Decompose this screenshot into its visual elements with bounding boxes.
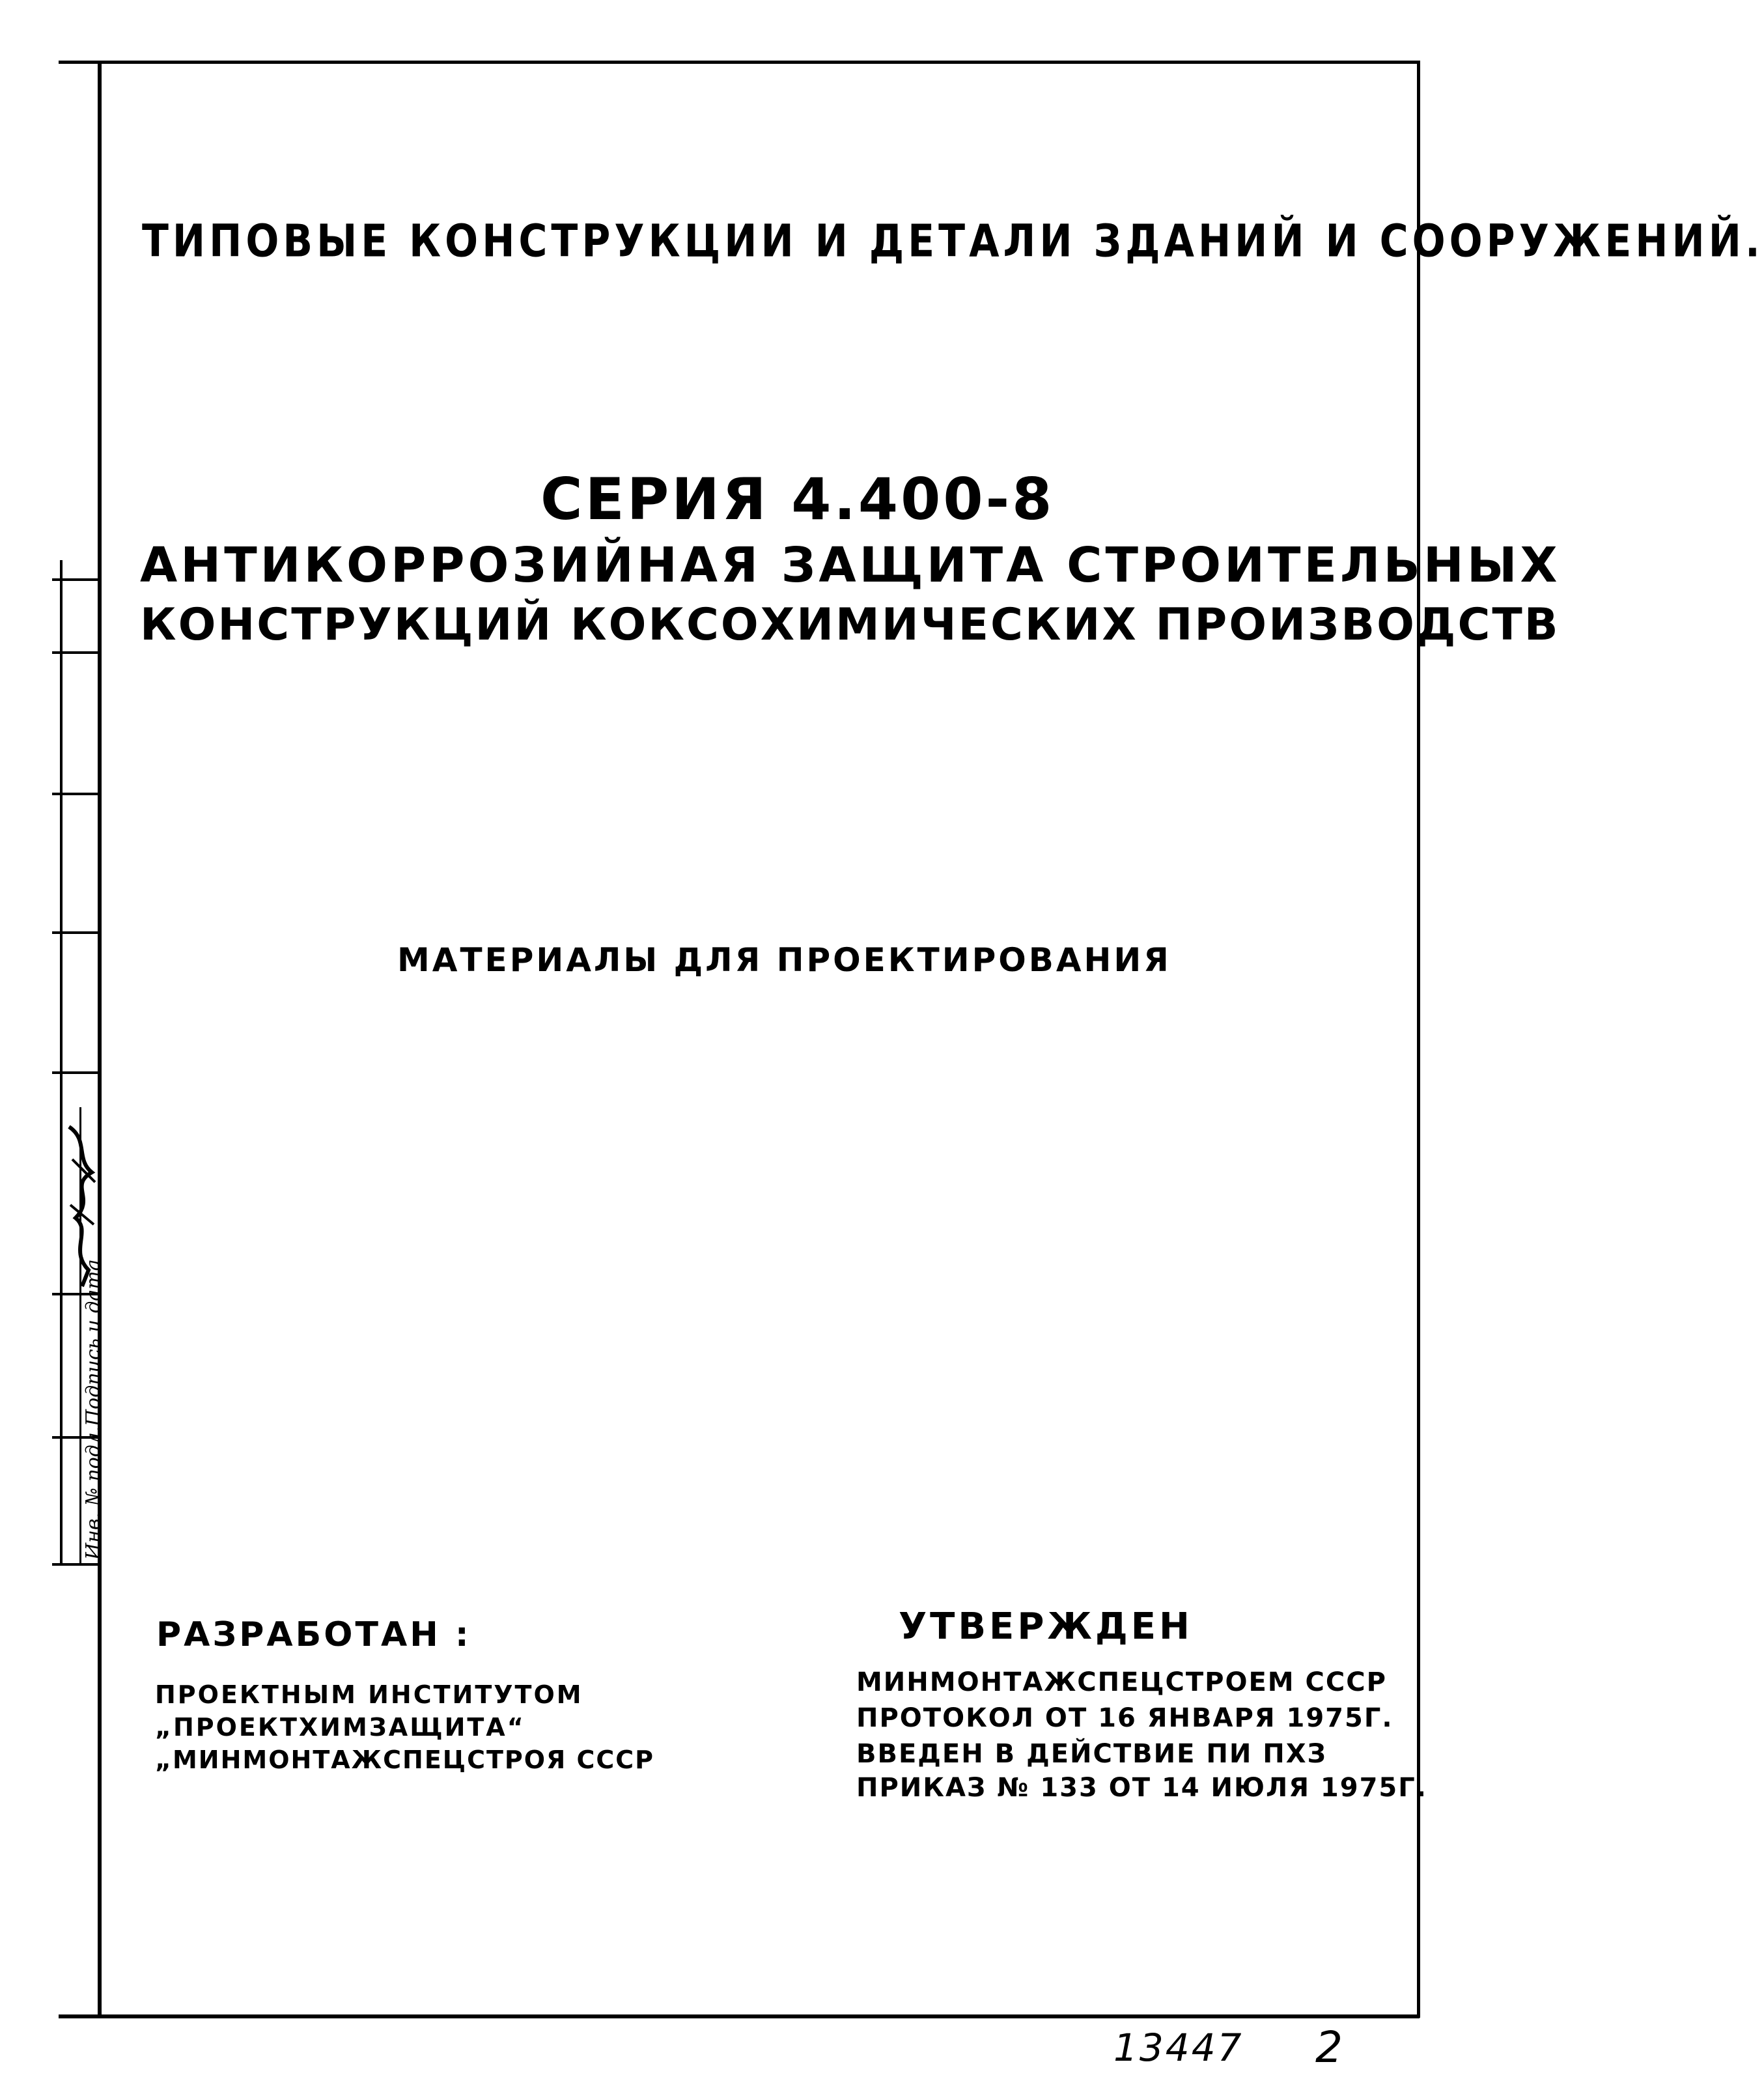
- developed-line: „ПРОЕКТХИМЗАЩИТА“: [155, 1713, 525, 1742]
- sidebar-inventory-label: Инв. № подл.: [82, 1426, 105, 1560]
- approved-line: МИНМОНТАЖСПЕЦСТРОЕМ СССР: [856, 1667, 1387, 1697]
- document-subtitle: МАТЕРИАЛЫ ДЛЯ ПРОЕКТИРОВАНИЯ: [397, 941, 1171, 979]
- frame-bottom-line: [59, 2014, 1420, 2018]
- document-title-line2: КОНСТРУКЦИЙ КОКСОХИМИЧЕСКИХ ПРОИЗВОДСТВ: [140, 599, 1560, 651]
- sidebar-outer-line: [60, 560, 63, 1563]
- sidebar-tick: [52, 1071, 98, 1074]
- approved-line: ПРИКАЗ № 133 ОТ 14 ИЮЛЯ 1975Г.: [856, 1773, 1427, 1803]
- page-number: 2: [1315, 2022, 1343, 2072]
- sidebar-tick: [52, 651, 98, 654]
- sidebar-tick: [52, 931, 98, 934]
- approved-line: ВВЕДЕН В ДЕЙСТВИЕ ПИ ПХЗ: [856, 1739, 1327, 1769]
- developed-line: „МИНМОНТАЖСПЕЦСТРОЯ СССР: [155, 1745, 655, 1774]
- sidebar-tick: [52, 1563, 98, 1566]
- developed-line: ПРОЕКТНЫМ ИНСТИТУТОМ: [155, 1680, 583, 1709]
- frame-top-line: [59, 61, 1420, 64]
- approved-heading: УТВЕРЖДЕН: [899, 1605, 1193, 1648]
- approved-line: ПРОТОКОЛ ОТ 16 ЯНВАРЯ 1975Г.: [856, 1703, 1393, 1733]
- sidebar-tick: [52, 793, 98, 795]
- series-number: СЕРИЯ 4.400-8: [540, 466, 1055, 533]
- frame-left-line: [98, 61, 102, 2018]
- inventory-number: 13447: [1113, 2026, 1244, 2070]
- developed-heading: РАЗРАБОТАН :: [156, 1615, 471, 1654]
- sidebar-signature-label: Подпись и дата: [82, 1259, 105, 1426]
- document-title-line1: АНТИКОРРОЗИЙНАЯ ЗАЩИТА СТРОИТЕЛЬНЫХ: [140, 537, 1561, 593]
- frame-right-line: [1417, 61, 1420, 2018]
- sidebar-signature-scribble: [63, 1120, 102, 1290]
- series-header-line: ТИПОВЫЕ КОНСТРУКЦИИ И ДЕТАЛИ ЗДАНИЙ И СООРУЖЕНИЙ.: [142, 215, 1764, 268]
- sidebar-tick: [52, 578, 98, 581]
